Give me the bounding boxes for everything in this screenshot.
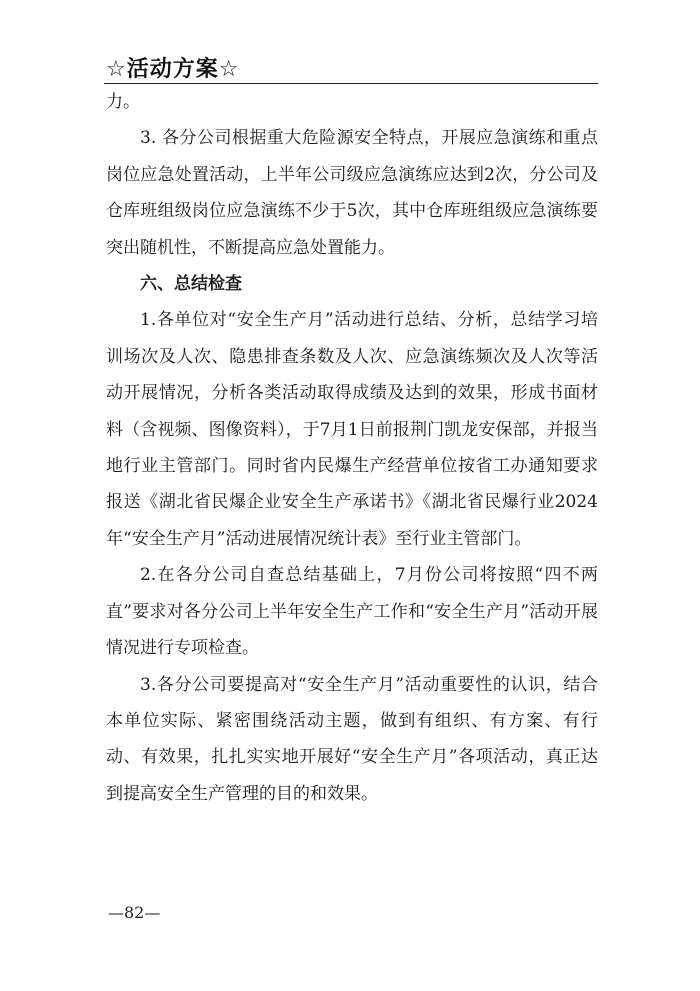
paragraph-summary-analysis: 1.各单位对“安全生产月”活动进行总结、分析，总结学习培训场次及人次、隐患排查条数及人次、应急演练频次及人次等活动开展情况，分析各类活动取得成绩及达到的效果，形成书面材料（含视频、图像资料），于7月1日前报荆门凯龙安保部，并报当地行业主管部门。同时省内民爆生产经营单位按省工办通知要求报送《湖北省民爆企业安全生产承诺书》《湖北省民爆行业2024年“安全生产月”活动进展情况统计表》至行业主管部门。 [106, 310, 598, 549]
paragraph-importance-awareness: 3.各分公司要提高对“安全生产月”活动重要性的认识，结合本单位实际、紧密围绕活动主题，做到有组织、有方案、有行动、有效果，扎扎实实地开展好“安全生产月”各项活动，真正达到提高安全生产管理的目的和效果。 [106, 674, 598, 804]
section-heading-summary-inspection: 六、总结检查 [140, 274, 242, 295]
paragraph-emergency-drills: 3. 各分公司根据重大危险源安全特点，开展应急演练和重点岗位应急处置活动，上半年公司级应急演练应达到2次，分公司及仓库班组级岗位应急演练不少于5次，其中仓库班组级应急演练要突出随机性，不断提高应急处置能力。 [106, 128, 598, 258]
page-number: —82— [108, 903, 161, 922]
paragraph-continuation: 力。 [106, 92, 140, 112]
document-body [106, 84, 598, 812]
page-header-title: ☆活动方案☆ [106, 57, 240, 82]
paragraph-special-inspection: 2.在各分公司自查总结基础上，7月份公司将按照“四不两直”要求对各分公司上半年安全生产工作和“安全生产月”活动开展情况进行专项检查。 [106, 565, 598, 659]
